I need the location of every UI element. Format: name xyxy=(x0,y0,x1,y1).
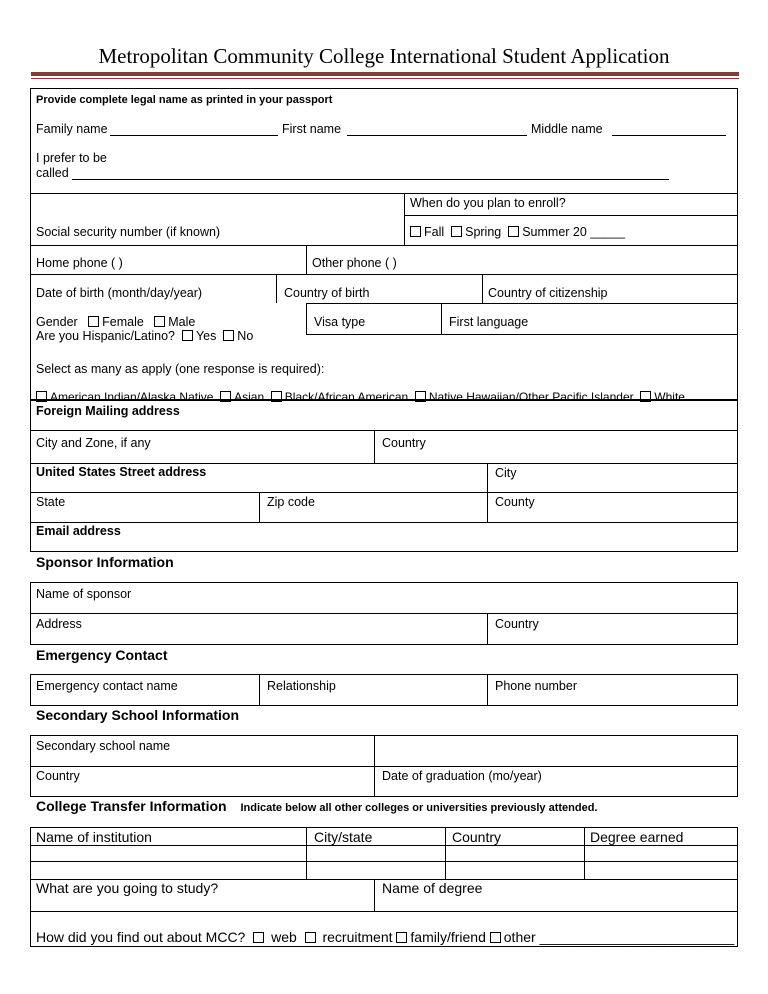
sponsor-heading: Sponsor Information xyxy=(36,554,174,570)
race-question: Select as many as apply (one response is required): xyxy=(36,362,325,376)
enroll-options xyxy=(410,225,625,239)
college-heading xyxy=(36,798,597,814)
spring-checkbox[interactable] xyxy=(451,226,462,237)
divider xyxy=(30,463,738,464)
divider xyxy=(306,245,307,274)
family-name-label: Family name xyxy=(36,122,108,136)
school-name-label: Secondary school name xyxy=(36,739,171,753)
school-country-label: Country xyxy=(36,769,80,783)
hispanic-row xyxy=(36,329,253,343)
divider xyxy=(306,303,307,334)
emergency-name-label: Emergency contact name xyxy=(36,679,178,693)
divider xyxy=(30,766,738,767)
divider xyxy=(374,879,375,911)
prefer-label-line1: I prefer to be xyxy=(36,151,107,165)
race-2-label: Asian xyxy=(234,390,265,404)
divider xyxy=(404,193,405,245)
divider xyxy=(259,492,260,522)
gender-label: Gender xyxy=(36,315,78,329)
family-name-field[interactable] xyxy=(110,135,278,136)
study-question: What are you going to study? xyxy=(36,880,219,896)
divider xyxy=(30,245,738,246)
hispanic-no-checkbox[interactable] xyxy=(223,330,234,341)
graduation-label: Date of graduation (mo/year) xyxy=(382,769,542,783)
sponsor-country-label: Country xyxy=(495,617,539,631)
no-label: No xyxy=(237,329,254,343)
divider xyxy=(276,274,277,303)
foreign-mailing-label: Foreign Mailing address xyxy=(36,404,180,418)
phone-number-label: Phone number xyxy=(495,679,578,693)
city-state-label: City/state xyxy=(314,829,373,845)
divider xyxy=(30,845,738,846)
divider xyxy=(30,522,738,523)
summer-checkbox[interactable] xyxy=(508,226,519,237)
divider xyxy=(306,303,738,304)
hispanic-question: Are you Hispanic/Latino? xyxy=(36,329,175,343)
race-1-label: American Indian/Alaska Native xyxy=(50,390,214,404)
middle-name-label: Middle name xyxy=(531,122,603,136)
title-rule xyxy=(31,72,739,76)
fall-label: Fall xyxy=(424,225,445,239)
other-label: other _________________________ xyxy=(503,929,735,945)
foreign-country-label: Country xyxy=(382,436,426,450)
family-label: family/friend xyxy=(410,929,486,945)
name-instruction: Provide complete legal name as printed in your passport xyxy=(36,94,333,106)
county-label: County xyxy=(495,495,535,509)
prefer-label-line2: called xyxy=(36,166,69,180)
first-name-label: First name xyxy=(282,122,342,136)
yes-label: Yes xyxy=(195,329,217,343)
divider xyxy=(306,334,738,335)
other-checkbox[interactable] xyxy=(490,932,501,943)
spring-label: Spring xyxy=(465,225,502,239)
page-title: Metropolitan Community College International Student Application xyxy=(98,44,670,68)
male-label: Male xyxy=(168,315,196,329)
home-phone-label: Home phone ( ) xyxy=(36,256,123,270)
city-label: City xyxy=(495,466,517,480)
college-heading-text: College Transfer Information xyxy=(36,798,227,814)
web-checkbox[interactable] xyxy=(253,932,264,943)
city-zone-label: City and Zone, if any xyxy=(36,436,151,450)
us-street-label: United States Street address xyxy=(36,465,207,479)
divider xyxy=(30,274,738,275)
web-label: web xyxy=(271,929,297,945)
other-phone-label: Other phone ( ) xyxy=(312,256,397,270)
race-5-label: White xyxy=(654,390,685,404)
divider xyxy=(374,430,375,463)
divider xyxy=(487,613,488,645)
divider xyxy=(30,861,738,862)
gender-row xyxy=(36,315,195,329)
middle-name-field[interactable] xyxy=(612,135,726,136)
male-checkbox[interactable] xyxy=(154,316,165,327)
zip-label: Zip code xyxy=(267,495,315,509)
recruitment-checkbox[interactable] xyxy=(305,932,316,943)
found-question: How did you find out about MCC? xyxy=(36,929,246,945)
college-note: Indicate below all other colleges or universities previously attended. xyxy=(240,802,598,814)
divider xyxy=(30,193,738,194)
divider xyxy=(482,274,483,303)
divider xyxy=(30,911,738,912)
divider xyxy=(30,430,738,431)
summer-label: Summer 20 _____ xyxy=(522,225,626,239)
divider xyxy=(30,492,738,493)
divider xyxy=(487,674,488,706)
country-birth-label: Country of birth xyxy=(284,286,370,300)
state-label: State xyxy=(36,495,66,509)
divider xyxy=(404,215,738,216)
dob-label: Date of birth (month/day/year) xyxy=(36,286,203,300)
country-citizenship-label: Country of citizenship xyxy=(488,286,608,300)
degree-earned-label: Degree earned xyxy=(590,829,684,845)
hispanic-yes-checkbox[interactable] xyxy=(182,330,193,341)
secondary-heading: Secondary School Information xyxy=(36,707,240,723)
sponsor-address-label: Address xyxy=(36,617,82,631)
enroll-question: When do you plan to enroll? xyxy=(410,196,566,210)
visa-type-label: Visa type xyxy=(314,315,366,329)
email-label: Email address xyxy=(36,524,121,538)
institution-label: Name of institution xyxy=(36,829,152,845)
fall-checkbox[interactable] xyxy=(410,226,421,237)
preferred-name-field[interactable] xyxy=(72,179,669,180)
divider xyxy=(584,827,585,879)
divider xyxy=(30,613,738,614)
sponsor-name-label: Name of sponsor xyxy=(36,587,132,601)
first-name-field[interactable] xyxy=(347,135,527,136)
ssn-label: Social security number (if known) xyxy=(36,225,221,239)
title-rule-thin xyxy=(31,78,739,79)
recruitment-label: recruitment xyxy=(322,929,393,945)
female-checkbox[interactable] xyxy=(88,316,99,327)
found-row xyxy=(36,929,734,945)
race-3-label: Black/African American xyxy=(284,390,409,404)
family-checkbox[interactable] xyxy=(396,932,407,943)
divider xyxy=(306,827,307,879)
relationship-label: Relationship xyxy=(267,679,336,693)
degree-name-label: Name of degree xyxy=(382,880,483,896)
race-4-label: Native Hawaiian/Other Pacific Islander xyxy=(428,390,634,404)
emergency-heading: Emergency Contact xyxy=(36,647,168,663)
first-language-label: First language xyxy=(449,315,529,329)
divider xyxy=(259,674,260,706)
divider xyxy=(445,827,446,879)
female-label: Female xyxy=(102,315,144,329)
divider xyxy=(441,303,442,334)
college-country-label: Country xyxy=(452,829,502,845)
